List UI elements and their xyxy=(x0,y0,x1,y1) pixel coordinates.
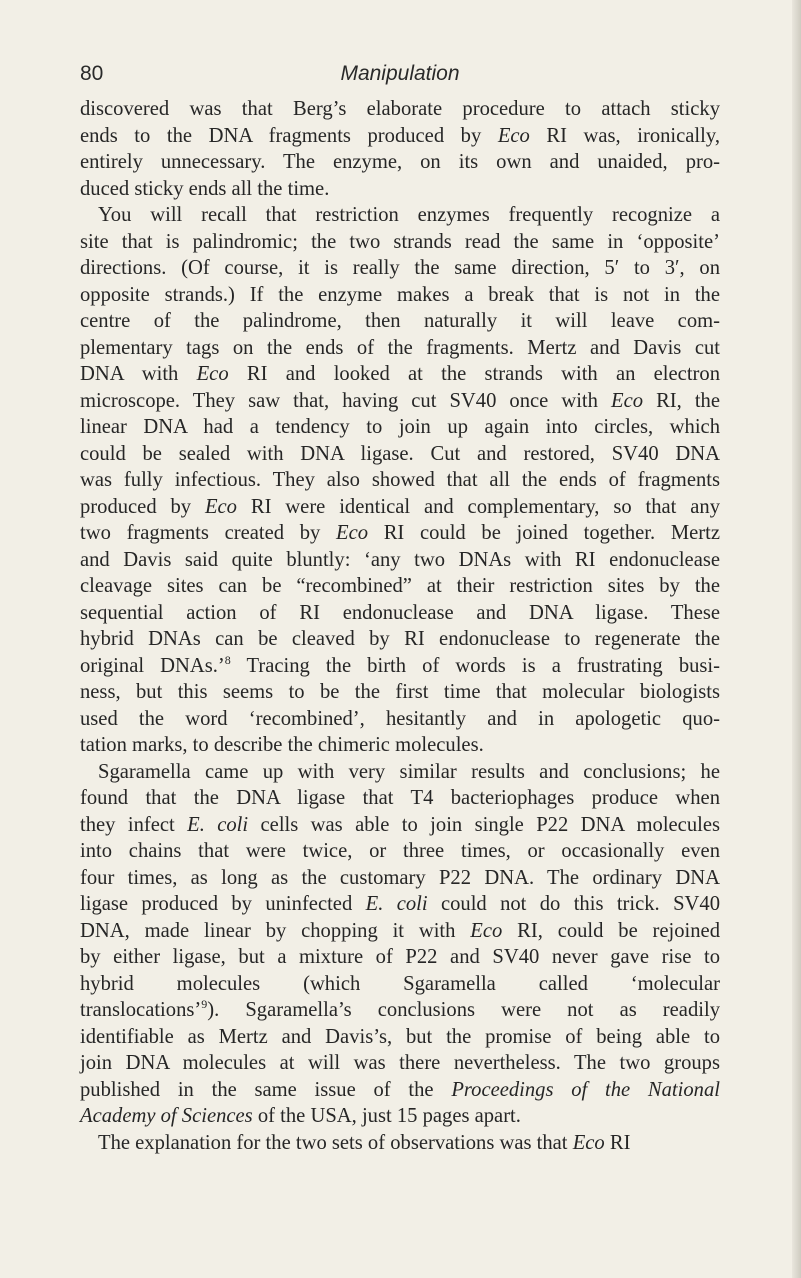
text-line xyxy=(80,653,720,680)
text-run: tation marks, to describe the chimeric molecules. xyxy=(80,734,484,756)
text-line xyxy=(80,891,720,918)
text-line xyxy=(80,388,720,415)
text-line xyxy=(80,732,720,759)
text-run: into chains that were twice, or three times, or occasionally even xyxy=(80,840,720,862)
text-run: ligase produced by uninfected xyxy=(80,893,366,915)
text-line xyxy=(80,706,720,733)
text-run: hybrid DNAs can be cleaved by RI endonuclease to regenerate the xyxy=(80,628,720,650)
text-run: RI and looked at the strands with an electron xyxy=(228,363,720,385)
text-run: and Davis said quite bluntly: ‘any two DNAs with RI endonuclease xyxy=(80,548,720,571)
text-line xyxy=(80,467,720,494)
text-run: ). Sgaramella’s conclusions were not as readily xyxy=(207,999,720,1021)
text-run: used the word ‘recombined’, hesitantly and in apologetic quo- xyxy=(80,707,720,730)
text-line xyxy=(80,838,720,865)
text-line xyxy=(80,282,720,309)
footnote-ref: 8 xyxy=(224,652,231,667)
text-line xyxy=(80,494,720,521)
text-run: DNA with xyxy=(80,363,197,385)
text-line xyxy=(80,679,720,706)
text-run: DNA, made linear by chopping it with xyxy=(80,919,471,942)
text-line xyxy=(80,759,720,786)
text-line xyxy=(80,96,720,123)
text-line xyxy=(80,229,720,256)
text-line xyxy=(80,202,720,229)
text-run: ness, but this seems to be the first time that molecular biologists xyxy=(80,681,720,703)
text-line xyxy=(80,255,720,282)
text-run: Eco xyxy=(497,124,530,147)
text-run: E. coli xyxy=(365,893,428,915)
body-text xyxy=(80,96,720,1156)
text-line xyxy=(80,1050,720,1077)
text-run: could not do this trick. SV40 xyxy=(427,893,720,915)
text-run: two fragments created by xyxy=(80,522,336,544)
text-run: microscope. They saw that, having cut SV40 once with xyxy=(80,389,611,412)
text-run: RI was, ironically, xyxy=(529,124,720,147)
text-line xyxy=(80,361,720,388)
text-run: linear DNA had a tendency to join up again into circles, which xyxy=(80,416,720,438)
text-line xyxy=(80,414,720,441)
text-line xyxy=(80,812,720,839)
page-header xyxy=(80,62,720,92)
text-run: discovered was that Berg’s elaborate procedure to attach sticky xyxy=(80,98,720,120)
text-line xyxy=(80,600,720,627)
text-run: Eco xyxy=(611,389,644,412)
text-line xyxy=(80,441,720,468)
text-run: cleavage sites can be “recombined” at their restriction sites by the xyxy=(80,575,720,597)
text-run: RI xyxy=(604,1131,631,1154)
text-run: RI, the xyxy=(643,389,720,412)
text-line xyxy=(80,335,720,362)
text-run: could be sealed with DNA ligase. Cut and restored, SV40 DNA xyxy=(80,442,720,465)
text-line xyxy=(80,1024,720,1051)
text-line xyxy=(80,520,720,547)
text-run: sequential action of RI endonuclease and DNA ligase. These xyxy=(80,601,720,624)
text-run: directions. (Of course, it is really the same direction, 5′ to 3′, on xyxy=(80,257,720,279)
text-run: by either ligase, but a mixture of P22 and SV40 never gave rise to xyxy=(80,946,720,968)
text-run: Academy of Sciences xyxy=(80,1105,253,1127)
text-line xyxy=(80,308,720,335)
text-run: cells was able to join single P22 DNA molecules xyxy=(248,813,720,836)
text-line xyxy=(80,573,720,600)
text-run: found that the DNA ligase that T4 bacteriophages produce when xyxy=(80,787,720,809)
text-run: RI were identical and complementary, so that any xyxy=(236,495,720,518)
text-line xyxy=(80,626,720,653)
text-run: published in the same issue of the xyxy=(80,1078,452,1101)
text-run: Eco xyxy=(572,1131,605,1154)
text-line xyxy=(80,785,720,812)
text-run: Sgaramella came up with very similar results and conclusions; he xyxy=(98,760,720,783)
text-run: Tracing the birth of words is a frustrating busi- xyxy=(230,654,721,677)
text-run: plementary tags on the ends of the fragments. Mertz and Davis cut xyxy=(80,336,720,359)
text-run: was fully infectious. They also showed that all the ends of fragments xyxy=(80,469,720,491)
text-run: Eco xyxy=(196,363,229,385)
page-number: 80 xyxy=(80,62,104,85)
text-line xyxy=(80,944,720,971)
text-run: Proceedings of the National xyxy=(451,1078,720,1101)
text-run: opposite strands.) If the enzyme makes a break that is not in the xyxy=(80,283,720,306)
text-run: original DNAs.’ xyxy=(80,654,225,677)
text-line xyxy=(80,547,720,574)
text-line xyxy=(80,149,720,176)
text-run: hybrid molecules (which Sgaramella called ‘molecular xyxy=(80,972,720,995)
text-run: E. coli xyxy=(187,813,249,836)
text-run: Eco xyxy=(335,522,369,544)
text-line xyxy=(80,918,720,945)
text-run: four times, as long as the customary P22 DNA. The ordinary DNA xyxy=(80,866,720,889)
text-run: RI, could be rejoined xyxy=(502,919,720,942)
text-run: duced sticky ends all the time. xyxy=(80,177,330,200)
text-run: identifiable as Mertz and Davis’s, but the promise of being able to xyxy=(80,1025,720,1048)
text-run: translocations’ xyxy=(80,999,202,1021)
page-edge xyxy=(792,0,801,1278)
text-run: produced by xyxy=(80,495,205,518)
text-line xyxy=(80,1103,720,1130)
text-line xyxy=(80,1130,720,1157)
text-line xyxy=(80,865,720,892)
text-line xyxy=(80,123,720,150)
text-run: entirely unnecessary. The enzyme, on its own and unaided, pro- xyxy=(80,151,720,173)
text-run: join DNA molecules at will was there nevertheless. The two groups xyxy=(80,1052,720,1074)
running-head: Manipulation xyxy=(340,62,460,85)
text-run: Eco xyxy=(204,495,237,518)
text-line xyxy=(80,1077,720,1104)
text-run: Eco xyxy=(470,919,503,942)
text-run: The explanation for the two sets of observations was that xyxy=(98,1131,573,1154)
text-run: You will recall that restriction enzymes frequently recognize a xyxy=(98,204,720,226)
text-run: of the USA, just 15 pages apart. xyxy=(252,1105,521,1127)
text-line xyxy=(80,176,720,203)
text-line xyxy=(80,971,720,998)
footnote-ref: 9 xyxy=(201,997,208,1011)
text-run: RI could be joined together. Mertz xyxy=(368,522,720,544)
text-run: centre of the palindrome, then naturally it will leave com- xyxy=(80,310,720,332)
text-line xyxy=(80,997,720,1024)
text-run: they infect xyxy=(80,813,188,836)
text-run: site that is palindromic; the two strands read the same in ‘opposite’ xyxy=(80,230,720,253)
text-run: ends to the DNA fragments produced by xyxy=(80,124,498,147)
